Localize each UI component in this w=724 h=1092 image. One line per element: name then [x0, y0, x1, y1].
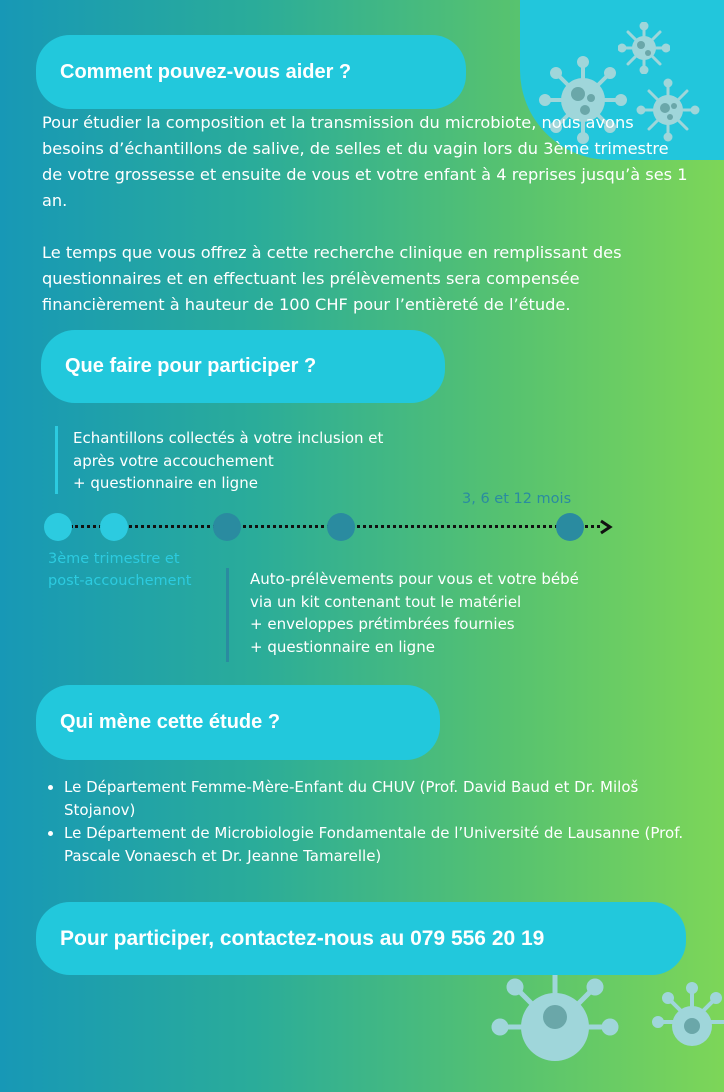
label-line: post-accouchement [48, 573, 192, 589]
timeline-label-months: 3, 6 et 12 mois [462, 491, 572, 507]
label-line: 3ème trimestre et [48, 551, 180, 567]
timeline-bottom-box [234, 568, 650, 658]
virus-icon [652, 982, 724, 1062]
contact-banner[interactable] [36, 902, 686, 975]
timeline-bottom-line: via un kit contenant tout le matériel [250, 592, 522, 611]
virus-icon [618, 22, 670, 74]
timeline-label-trimester [48, 548, 191, 592]
timeline-bottom-line: Auto-prélèvements pour vous et votre bébé [250, 570, 579, 588]
arrow-right-icon [598, 518, 614, 536]
timeline-dot-3-months [213, 513, 241, 541]
timeline-top-line: après votre accouchement [73, 451, 274, 470]
timeline-top-line: Echantillons collectés à votre inclusion et [73, 429, 384, 447]
list-item: • Le Département Femme-Mère-Enfant du CHUV (Prof. David Baud et Dr. Miloš Stojanov) [64, 776, 704, 822]
virus-icon [490, 962, 620, 1092]
heading-who-leads [36, 685, 440, 760]
timeline-top-line: + questionnaire en ligne [73, 474, 258, 492]
timeline-dot-6-months [327, 513, 355, 541]
heading-how-to-help [36, 35, 466, 109]
section1-heading: Comment pouvez-vous aider ? [60, 60, 352, 83]
paragraph-study-purpose: Pour étudier la composition et la transmission du microbiote, nous avons besoins d’échantillons de salive, de selles et du vagin lors du 3ème trimestre de votre grossesse et ensuite de vous et votre enfant à 4 reprises jusqu’à ses 1 an. [42, 113, 688, 210]
timeline-dot-postpartum [100, 513, 128, 541]
paragraph-compensation: Le temps que vous offrez à cette recherche clinique en remplissant des questionnaires et en effectuant les prélèvements sera compensée financièrement à hauteur de 100 CHF pour l’entièreté de l’étude. [42, 243, 622, 314]
heading-how-to-participate [41, 330, 445, 403]
institutions-list [42, 776, 704, 868]
timeline-bottom-line: + questionnaire en ligne [250, 637, 435, 656]
contact-text: Pour participer, contactez-nous au 079 556 20 19 [60, 926, 545, 950]
section2-heading: Que faire pour participer ? [65, 355, 317, 377]
timeline-dot-inclusion [44, 513, 72, 541]
timeline-bottom-bar [226, 568, 229, 662]
timeline-bottom-line: + enveloppes prétimbrées fournies [250, 615, 515, 633]
section3-heading: Qui mène cette étude ? [60, 711, 281, 733]
timeline-top-box [57, 427, 453, 495]
timeline-dot-12-months [556, 513, 584, 541]
list-item: • Le Département de Microbiologie Fondamentale de l’Université de Lausanne (Prof. Pascale Vonaesch et Dr. Jeanne Tamarelle) [64, 822, 704, 868]
